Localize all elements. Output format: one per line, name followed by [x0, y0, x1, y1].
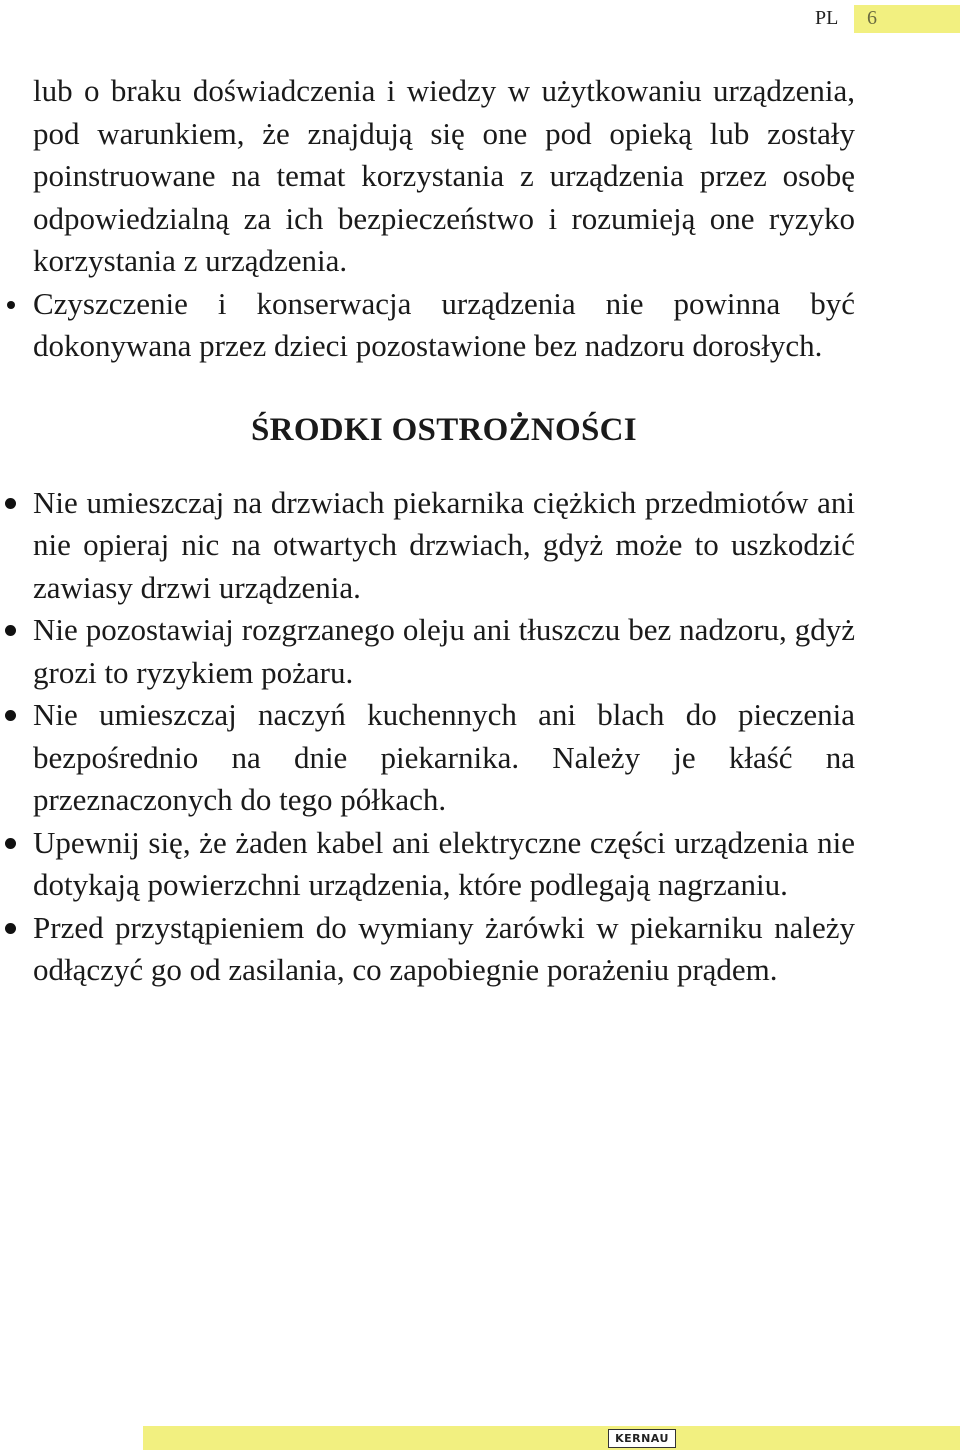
footer-accent-bar	[143, 1426, 960, 1450]
bullet-icon	[5, 838, 16, 849]
precautions-list	[33, 482, 855, 992]
section-title: ŚRODKI OSTROŻNOŚCI	[251, 411, 637, 448]
bullet-icon	[5, 710, 16, 721]
bullet-icon	[5, 498, 16, 509]
child-safety-list	[33, 283, 855, 368]
intro-paragraph: lub o braku doświadczenia i wiedzy w użytkowaniu urządzenia, pod warunkiem, że znajdują się one pod opieką lub zostały poinstruowane na temat korzystania z urządzenia przez osobę odpowiedzialną za ich bezpieczeństwo i rozumieją one ryzyko korzystania z urządzenia.	[33, 73, 855, 278]
language-code: PL	[815, 7, 839, 29]
list-item-text: Upewnij się, że żaden kabel ani elektryczne części urządzenia nie dotykają powierzchni urządzenia, które podlegają nagrzaniu.	[33, 824, 855, 902]
bullet-icon	[5, 923, 16, 934]
bullet-icon	[5, 625, 16, 636]
list-item-text: Nie umieszczaj na drzwiach piekarnika ciężkich przedmiotów ani nie opieraj nic na otwartych drzwiach, gdyż może to uszkodzić zawiasy drzwi urządzenia.	[33, 484, 855, 605]
list-item	[33, 907, 855, 992]
list-item	[33, 283, 855, 368]
list-item	[33, 609, 855, 694]
list-item-text: Nie umieszczaj naczyń kuchennych ani blach do pieczenia bezpośrednio na dnie piekarnika. Należy je kłaść na przeznaczonych do tego półkach.	[33, 697, 855, 817]
list-item-text: Czyszczenie i konserwacja urządzenia nie powinna być dokonywana przez dzieci pozostawione bez nadzoru dorosłych.	[33, 285, 855, 363]
manual-page-content	[33, 70, 855, 992]
page-number: 6	[867, 7, 877, 29]
list-item-text: Nie pozostawiaj rozgrzanego oleju ani tłuszczu bez nadzoru, gdyż grozi to ryzykiem pożaru.	[33, 612, 855, 690]
list-item	[33, 694, 855, 822]
bullet-icon	[7, 301, 15, 309]
list-item	[33, 822, 855, 907]
brand-logo: KERNAU	[608, 1429, 676, 1448]
list-item	[33, 482, 855, 610]
list-item-text: Przed przystąpieniem do wymiany żarówki w piekarniku należy odłączyć go od zasilania, co zapobiegnie porażeniu prądem.	[33, 909, 855, 987]
